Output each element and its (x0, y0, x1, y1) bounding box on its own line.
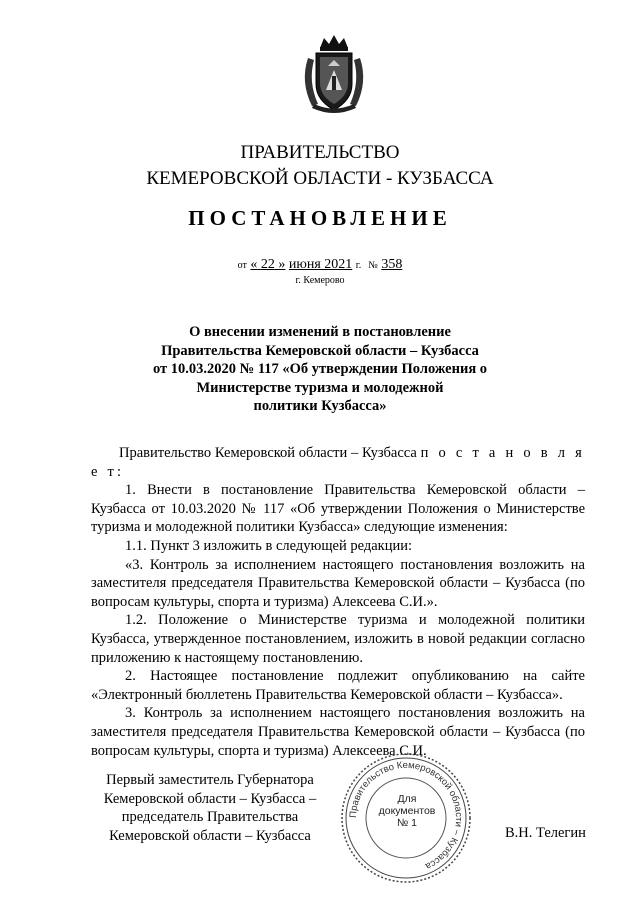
date-day-field: « 22 » (250, 257, 286, 272)
document-body (91, 444, 585, 760)
paragraph-1-2: 1.2. Положение о Министерстве туризма и молодежной политики Кузбасса, утвержденное постановлением, изложить в новой редакции согласно приложению к настоящему постановлению. (91, 612, 585, 666)
signer-title-line: Кемеровской области – Кузбасса – (103, 790, 317, 807)
paragraph-2: 2. Настоящее постановление подлежит опубликованию на сайте «Электронный бюллетень Правительства Кемеровской области – Кузбасса». (91, 668, 585, 703)
signer-name: В.Н. Телегин (505, 825, 586, 841)
paragraph-1: 1. Внести в постановление Правительства Кемеровской области – Кузбасса от 10.03.2020 № 117 «Об утверждении Положения о Министерстве туризма и молодежной политики Кузбасса» следующие изменения: (91, 482, 585, 536)
signer-title-line: Кемеровской области – Кузбасса (109, 827, 311, 844)
paragraph-3: 3. Контроль за исполнением настоящего постановления возложить на заместителя председателя Правительства Кемеровской области – Кузбасса (по вопросам культуры, спорта и туризма) Алексеева С.И. (91, 705, 585, 759)
signer-title-line: Первый заместитель Губернатора (106, 772, 314, 788)
city-label: г. Кемерово (295, 275, 345, 286)
coat-of-arms-icon (298, 34, 370, 118)
intro-paragraph: Правительство Кемеровской области – Кузбасса п о с т а н о в л я е т: (91, 445, 586, 480)
date-number-line (0, 256, 640, 275)
document-number: 358 (381, 257, 403, 272)
signer-title-line: председатель Правительства (121, 809, 299, 826)
subject-line: политики Кузбасса» (253, 398, 387, 414)
paragraph-1-1: 1.1. Пункт 3 изложить в следующей редакции: (125, 537, 413, 554)
date-month-year: июня 2021 (288, 257, 353, 272)
date-year-suffix: г. (355, 260, 362, 271)
subject-line: О внесении изменений в постановление (189, 324, 451, 340)
stamp-line: № 1 (396, 817, 418, 829)
org-name-line2: КЕМЕРОВСКОЙ ОБЛАСТИ - КУЗБАССА (146, 168, 494, 189)
document-subject (150, 323, 490, 416)
signer-title (95, 771, 325, 845)
number-sign: № (368, 260, 378, 271)
document-type-title: ПОСТАНОВЛЕНИЕ (188, 206, 452, 230)
stamp-ring-text: Правительство Кемеровской области – Кузбасса (347, 759, 465, 872)
date-prefix: от (237, 260, 247, 271)
paragraph-1-1-quote: «3. Контроль за исполнением настоящего постановления возложить на заместителя председателя Правительства Кемеровской области – Кузбасса (по вопросам культуры, спорта и туризма) Алексеева С.И.». (91, 556, 585, 610)
subject-line: Министерстве туризма и молодежной (196, 379, 444, 396)
stamp-line: документов (378, 805, 436, 817)
stamp-line: Для (397, 793, 417, 805)
subject-line: Правительства Кемеровской области – Кузбасса (161, 342, 479, 359)
stamp-center-text (376, 793, 438, 829)
org-name-line1: ПРАВИТЕЛЬСТВО (240, 142, 400, 163)
subject-line: от 10.03.2020 № 117 «Об утверждении Положения о (152, 361, 488, 377)
